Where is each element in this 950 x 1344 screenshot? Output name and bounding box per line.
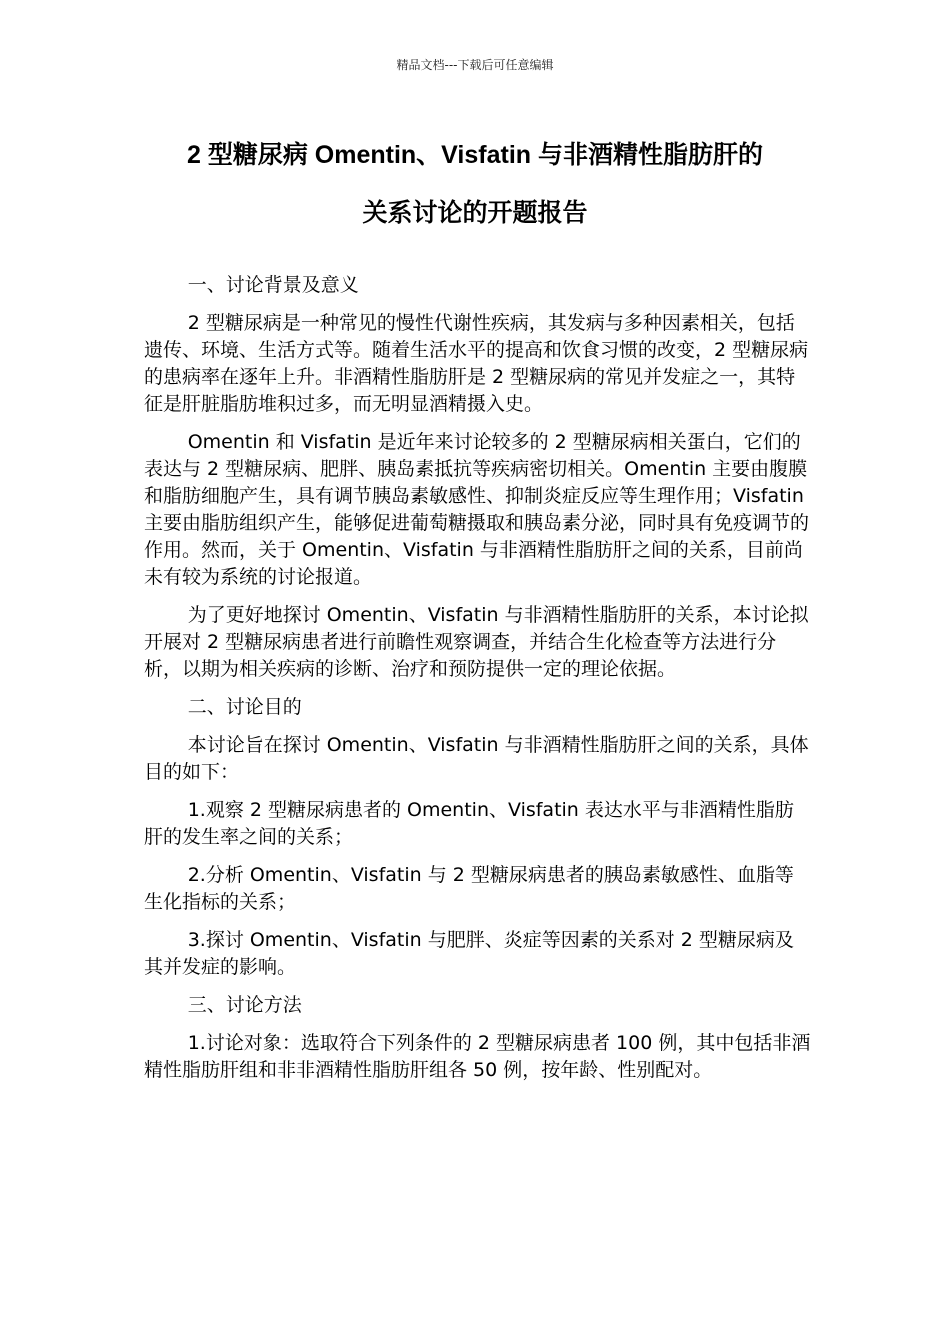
objective-item-1: 1.观察 2 型糖尿病患者的 Omentin、Visfatin 表达水平与非酒精性脂肪肝的发生率之间的关系； [144,799,794,848]
objective-item-3: 3.探讨 Omentin、Visfatin 与肥胖、炎症等因素的关系对 2 型糖尿病及其并发症的影响。 [144,929,794,978]
page-header-note: 精品文档---下载后可任意编辑 [396,58,554,72]
paragraph-background-3: 为了更好地探讨 Omentin、Visfatin 与非酒精性脂肪肝的关系，本讨论拟开展对 2 型糖尿病患者进行前瞻性观察调查，并结合生化检查等方法进行分析，以期为相关疾病的诊断、治疗和预防提供一定的理论依据。 [144,604,809,680]
paragraph-objectives-intro: 本讨论旨在探讨 Omentin、Visfatin 与非酒精性脂肪肝之间的关系，具体目的如下： [144,734,809,783]
objective-item-2: 2.分析 Omentin、Visfatin 与 2 型糖尿病患者的胰岛素敏感性、血脂等生化指标的关系； [144,864,794,913]
document-title-line-1: 2 型糖尿病 Omentin、Visfatin 与非酒精性脂肪肝的 [187,141,763,169]
section-heading-background: 一、讨论背景及意义 [187,274,359,296]
document-title-line-2: 关系讨论的开题报告 [362,199,588,227]
paragraph-background-1: 2 型糖尿病是一种常见的慢性代谢性疾病，其发病与多种因素相关，包括遗传、环境、生活方式等。随着生活水平的提高和饮食习惯的改变，2 型糖尿病的患病率在逐年上升。非酒精性脂肪肝是 2 型糖尿病的常见并发症之一，其特征是肝脏脂肪堆积过多，而无明显酒精摄入史。 [144,312,809,415]
section-heading-methods: 三、讨论方法 [187,994,302,1016]
paragraph-background-2: Omentin 和 Visfatin 是近年来讨论较多的 2 型糖尿病相关蛋白，它们的表达与 2 型糖尿病、肥胖、胰岛素抵抗等疾病密切相关。Omentin 主要由腹膜和脂肪细胞产生，具有调节胰岛素敏感性、抑制炎症反应等生理作用；Visfatin 主要由脂肪组织产生，能够促进葡萄糖摄取和胰岛素分泌，同时具有免疫调节的作用。然而，关于 Omentin、Visfatin 与非酒精性脂肪肝之间的关系，目前尚未有较为系统的讨论报道。 [144,431,810,588]
method-item-1: 1.讨论对象：选取符合下列条件的 2 型糖尿病患者 100 例，其中包括非酒精性脂肪肝组和非非酒精性脂肪肝组各 50 例，按年龄、性别配对。 [144,1032,811,1081]
section-heading-objectives: 二、讨论目的 [187,696,302,718]
document-body [144,272,812,1095]
